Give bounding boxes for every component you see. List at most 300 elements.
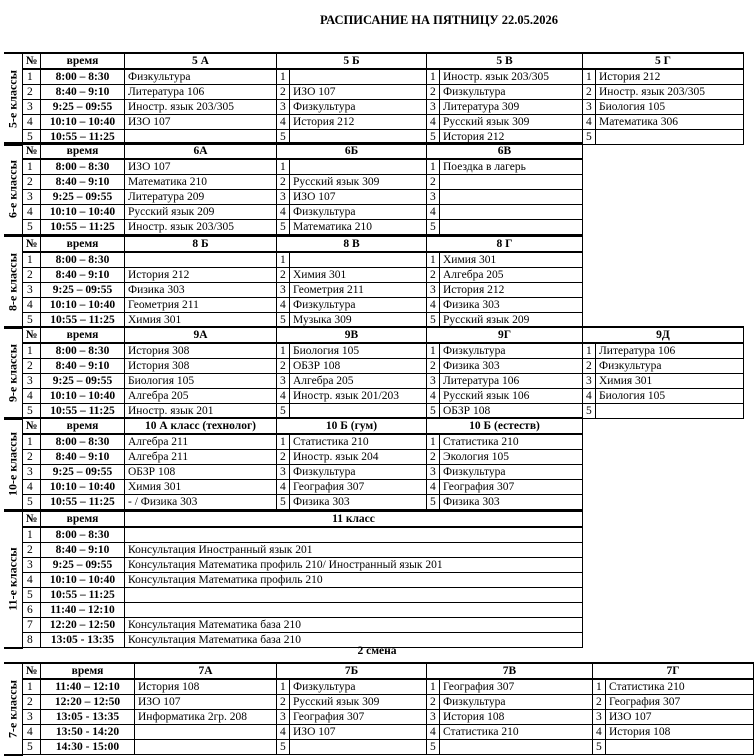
lesson-cell: Физкультура [290, 465, 427, 480]
lesson-time: 8:00 – 8:30 [41, 159, 125, 175]
lesson-num: 1 [277, 434, 290, 450]
lesson-num: 3 [583, 100, 596, 115]
lesson-cell: Алгебра 205 [125, 389, 277, 404]
lesson-num: 4 [427, 480, 440, 495]
lesson-num: 5 [583, 130, 596, 145]
lesson-cell: ОБЗР 108 [290, 359, 427, 374]
lesson-time: 8:00 – 8:30 [41, 252, 125, 268]
class-header: 7В [427, 663, 593, 679]
lesson-num: 5 [277, 495, 290, 510]
lesson-time: 10:55 – 11:25 [41, 404, 125, 419]
class-header: 8 В [277, 236, 427, 252]
lesson-time: 10:10 – 10:40 [41, 205, 125, 220]
lesson-num: 4 [277, 389, 290, 404]
group-label: 8-е классы [5, 252, 20, 311]
lesson-cell: ИЗО 107 [606, 710, 754, 725]
lesson-cell: ИЗО 107 [290, 85, 427, 100]
lesson-cell: История 212 [125, 268, 277, 283]
lesson-cell: Химия 301 [125, 480, 277, 495]
lesson-num: 4 [277, 205, 290, 220]
lesson-time: 8:40 – 9:10 [41, 450, 125, 465]
col-num-header: № [23, 53, 41, 69]
lesson-num: 4 [277, 115, 290, 130]
lesson-cell: История 108 [440, 710, 593, 725]
lesson-time: 9:25 – 09:55 [41, 465, 125, 480]
lesson-num: 4 [427, 389, 440, 404]
lesson-row [4, 618, 583, 633]
lesson-num: 2 [427, 268, 440, 283]
lesson-cell [596, 404, 744, 419]
lesson-cell: Физика 303 [290, 495, 427, 510]
lesson-num: 1 [23, 679, 41, 695]
lesson-cell: Иностр. язык 203/305 [125, 100, 277, 115]
lesson-time: 8:40 – 9:10 [41, 175, 125, 190]
lesson-num: 5 [583, 404, 596, 419]
lesson-time: 10:10 – 10:40 [41, 480, 125, 495]
group-label: 7-е классы [5, 679, 20, 738]
col-num-header: № [23, 511, 41, 527]
lesson-time: 8:00 – 8:30 [41, 343, 125, 359]
lesson-row [4, 220, 583, 235]
lesson-num: 6 [23, 603, 41, 618]
lesson-time: 9:25 – 09:55 [41, 283, 125, 298]
lesson-cell: Физкультура [290, 679, 427, 695]
lesson-num: 1 [583, 69, 596, 85]
lesson-num: 2 [583, 359, 596, 374]
class-header: 11 класс [125, 511, 583, 527]
lesson-num: 3 [277, 100, 290, 115]
lesson-num: 1 [277, 679, 290, 695]
class-header: 9А [125, 327, 277, 343]
lesson-num: 5 [23, 130, 41, 145]
header-row [4, 418, 583, 434]
lesson-row [4, 190, 583, 205]
lesson-cell: Физика 303 [440, 298, 583, 313]
lesson-cell [290, 252, 427, 268]
lesson-time: 12:20 – 12:50 [41, 618, 125, 633]
lesson-cell: ОБЗР 108 [440, 404, 583, 419]
lesson-cell [125, 588, 583, 603]
lesson-row [4, 389, 744, 404]
lesson-row [4, 495, 583, 510]
lesson-num: 7 [23, 618, 41, 633]
lesson-num: 5 [23, 740, 41, 755]
lesson-cell: Информатика 2гр. 208 [135, 710, 277, 725]
lesson-cell: Физкультура [596, 359, 744, 374]
lesson-cell [440, 175, 583, 190]
lesson-num: 3 [23, 283, 41, 298]
lesson-num: 1 [23, 434, 41, 450]
lesson-cell: Математика 306 [596, 115, 744, 130]
lesson-cell: Статистика 210 [440, 725, 593, 740]
lesson-num: 2 [23, 543, 41, 558]
class-header: 5 А [125, 53, 277, 69]
lesson-cell: Консультация Иностранный язык 201 [125, 543, 583, 558]
lesson-row [4, 543, 583, 558]
schedule-grade-5 [4, 52, 744, 146]
group-label-cell [4, 418, 23, 510]
lesson-cell: Иностр. язык 204 [290, 450, 427, 465]
class-header: 10 Б (гум) [277, 418, 427, 434]
lesson-time: 10:55 – 11:25 [41, 130, 125, 145]
lesson-time: 9:25 – 09:55 [41, 558, 125, 573]
lesson-cell: Поездка в лагерь [440, 159, 583, 175]
lesson-row [4, 527, 583, 543]
group-label-cell [4, 663, 23, 755]
lesson-cell: ОБЗР 108 [125, 465, 277, 480]
lesson-cell: Химия 301 [125, 313, 277, 328]
lesson-cell: Русский язык 309 [290, 695, 427, 710]
schedule-grade-9 [4, 326, 744, 420]
lesson-num: 5 [277, 313, 290, 328]
header-row [4, 236, 583, 252]
lesson-cell: Литература 209 [125, 190, 277, 205]
lesson-cell: Физкультура [440, 695, 593, 710]
lesson-cell: Литература 309 [440, 100, 583, 115]
lesson-row [4, 252, 583, 268]
lesson-num: 3 [277, 190, 290, 205]
header-row [4, 511, 583, 527]
lesson-cell: Русский язык 309 [290, 175, 427, 190]
lesson-row [4, 679, 754, 695]
lesson-cell [440, 740, 593, 755]
lesson-num: 5 [427, 130, 440, 145]
lesson-time: 9:25 – 09:55 [41, 190, 125, 205]
lesson-num: 3 [23, 100, 41, 115]
group-label-cell [4, 143, 23, 235]
col-time-header: время [41, 143, 125, 159]
lesson-num: 4 [277, 725, 290, 740]
col-num-header: № [23, 663, 41, 679]
schedule-grade-6 [4, 142, 583, 236]
lesson-num: 2 [23, 359, 41, 374]
lesson-row [4, 434, 583, 450]
lesson-num: 2 [277, 359, 290, 374]
lesson-num: 2 [427, 175, 440, 190]
class-header: 6Б [277, 143, 427, 159]
group-label-cell [4, 511, 23, 648]
group-label: 6-е классы [5, 159, 20, 218]
lesson-num: 5 [593, 740, 606, 755]
lesson-num: 3 [593, 710, 606, 725]
lesson-row [4, 85, 744, 100]
schedule-grade-8 [4, 235, 583, 329]
group-label: 10-е классы [5, 431, 20, 496]
class-header: 5 Б [277, 53, 427, 69]
lesson-num: 5 [277, 740, 290, 755]
lesson-num: 4 [593, 725, 606, 740]
lesson-num: 4 [277, 480, 290, 495]
lesson-cell: География 307 [606, 695, 754, 710]
lesson-cell [135, 725, 277, 740]
group-label-cell [4, 327, 23, 419]
lesson-cell: История 108 [135, 679, 277, 695]
lesson-num: 4 [427, 298, 440, 313]
lesson-cell: Консультация Математика база 210 [125, 633, 583, 648]
lesson-cell: ИЗО 107 [290, 190, 427, 205]
schedule-grade-7 [4, 662, 754, 756]
lesson-num: 2 [583, 85, 596, 100]
lesson-row [4, 465, 583, 480]
header-row [4, 143, 583, 159]
lesson-num: 5 [427, 404, 440, 419]
lesson-num: 2 [427, 85, 440, 100]
lesson-cell: География 307 [440, 480, 583, 495]
lesson-cell: Физкультура [290, 298, 427, 313]
lesson-num: 4 [23, 115, 41, 130]
lesson-cell: Литература 106 [596, 343, 744, 359]
lesson-row [4, 450, 583, 465]
lesson-time: 8:40 – 9:10 [41, 85, 125, 100]
lesson-row [4, 588, 583, 603]
lesson-num: 5 [427, 495, 440, 510]
lesson-cell [125, 252, 277, 268]
class-header: 6А [125, 143, 277, 159]
lesson-row [4, 710, 754, 725]
lesson-cell: Биология 105 [596, 389, 744, 404]
group-label: 5-е классы [5, 69, 20, 128]
lesson-row [4, 603, 583, 618]
lesson-cell: Физкультура [125, 69, 277, 85]
lesson-num: 4 [23, 389, 41, 404]
lesson-cell [606, 740, 754, 755]
lesson-num: 2 [23, 85, 41, 100]
lesson-time: 10:10 – 10:40 [41, 115, 125, 130]
lesson-num: 4 [23, 480, 41, 495]
lesson-row [4, 283, 583, 298]
lesson-cell: Алгебра 205 [290, 374, 427, 389]
lesson-cell: География 307 [290, 710, 427, 725]
lesson-time: 13:50 - 14:20 [41, 725, 135, 740]
lesson-cell: Физика 303 [440, 359, 583, 374]
lesson-cell [125, 603, 583, 618]
lesson-cell: Математика 210 [125, 175, 277, 190]
lesson-cell: Музыка 309 [290, 313, 427, 328]
lesson-num: 4 [23, 298, 41, 313]
lesson-num: 5 [277, 220, 290, 235]
lesson-num: 3 [23, 190, 41, 205]
lesson-time: 13:05 - 13:35 [41, 710, 135, 725]
lesson-cell [290, 740, 427, 755]
lesson-row [4, 205, 583, 220]
lesson-num: 5 [23, 404, 41, 419]
lesson-num: 5 [277, 404, 290, 419]
lesson-num: 3 [23, 710, 41, 725]
lesson-cell: География 307 [290, 480, 427, 495]
lesson-cell: География 307 [440, 679, 593, 695]
lesson-num: 3 [427, 465, 440, 480]
schedule-grade-10 [4, 417, 583, 511]
lesson-cell: Биология 105 [125, 374, 277, 389]
lesson-num: 1 [427, 159, 440, 175]
lesson-num: 1 [23, 343, 41, 359]
lesson-num: 2 [23, 450, 41, 465]
shift-2-label: 2 смена [357, 645, 397, 657]
lesson-cell: Алгебра 211 [125, 450, 277, 465]
lesson-cell: Консультация Математика профиль 210/ Иностранный язык 201 [125, 558, 583, 573]
lesson-cell: Алгебра 205 [440, 268, 583, 283]
lesson-cell [440, 220, 583, 235]
lesson-num: 5 [23, 495, 41, 510]
lesson-num: 3 [583, 374, 596, 389]
lesson-time: 10:10 – 10:40 [41, 573, 125, 588]
class-header: 10 Б (естеств) [427, 418, 583, 434]
lesson-cell: Математика 210 [290, 220, 427, 235]
lesson-num: 1 [23, 159, 41, 175]
lesson-num: 1 [427, 69, 440, 85]
lesson-num: 2 [593, 695, 606, 710]
lesson-cell: История 212 [596, 69, 744, 85]
lesson-time: 8:40 – 9:10 [41, 359, 125, 374]
col-num-header: № [23, 236, 41, 252]
lesson-num: 3 [23, 558, 41, 573]
lesson-cell: Иностр. язык 203/305 [596, 85, 744, 100]
lesson-cell: Литература 106 [125, 85, 277, 100]
col-time-header: время [41, 327, 125, 343]
class-header: 10 А класс (технолог) [125, 418, 277, 434]
lesson-cell: Химия 301 [596, 374, 744, 389]
col-time-header: время [41, 236, 125, 252]
lesson-num: 3 [277, 465, 290, 480]
lesson-cell: Алгебра 211 [125, 434, 277, 450]
lesson-num: 2 [427, 359, 440, 374]
lesson-cell: Физкультура [290, 205, 427, 220]
lesson-cell: Иностр. язык 203/305 [440, 69, 583, 85]
group-label: 11-е классы [5, 547, 20, 611]
lesson-row [4, 573, 583, 588]
lesson-cell: Биология 105 [290, 343, 427, 359]
lesson-time: 11:40 – 12:10 [41, 603, 125, 618]
lesson-cell: Русский язык 106 [440, 389, 583, 404]
lesson-cell: Химия 301 [290, 268, 427, 283]
lesson-num: 3 [23, 465, 41, 480]
lesson-row [4, 480, 583, 495]
class-header: 8 Б [125, 236, 277, 252]
lesson-cell [440, 205, 583, 220]
lesson-num: 4 [23, 573, 41, 588]
lesson-cell: Геометрия 211 [290, 283, 427, 298]
lesson-time: 12:20 – 12:50 [41, 695, 135, 710]
lesson-num: 4 [277, 298, 290, 313]
lesson-num: 1 [593, 679, 606, 695]
lesson-row [4, 175, 583, 190]
lesson-num: 1 [427, 343, 440, 359]
lesson-cell: История 308 [125, 359, 277, 374]
lesson-time: 9:25 – 09:55 [41, 100, 125, 115]
lesson-num: 3 [427, 710, 440, 725]
lesson-num: 4 [427, 725, 440, 740]
lesson-time: 13:05 - 13:35 [41, 633, 125, 648]
col-time-header: время [41, 53, 125, 69]
class-header: 5 В [427, 53, 583, 69]
col-num-header: № [23, 327, 41, 343]
col-time-header: время [41, 511, 125, 527]
lesson-cell: Консультация Математика профиль 210 [125, 573, 583, 588]
lesson-num: 1 [23, 527, 41, 543]
lesson-time: 9:25 – 09:55 [41, 374, 125, 389]
lesson-cell: История 308 [125, 343, 277, 359]
lesson-num: 1 [277, 159, 290, 175]
lesson-num: 2 [23, 175, 41, 190]
lesson-cell: История 108 [606, 725, 754, 740]
lesson-cell: Физкультура [440, 343, 583, 359]
lesson-cell: Русский язык 209 [440, 313, 583, 328]
lesson-num: 4 [23, 725, 41, 740]
group-label: 9-е классы [5, 343, 20, 402]
lesson-cell: Статистика 210 [290, 434, 427, 450]
lesson-cell: Русский язык 209 [125, 205, 277, 220]
lesson-num: 2 [23, 695, 41, 710]
lesson-cell: Физика 303 [440, 495, 583, 510]
lesson-cell: Статистика 210 [606, 679, 754, 695]
lesson-num: 5 [427, 313, 440, 328]
header-row [4, 53, 744, 69]
lesson-cell: ИЗО 107 [135, 695, 277, 710]
lesson-num: 3 [23, 374, 41, 389]
lesson-row [4, 268, 583, 283]
lesson-num: 4 [583, 389, 596, 404]
lesson-num: 1 [427, 679, 440, 695]
lesson-row [4, 725, 754, 740]
lesson-cell: Химия 301 [440, 252, 583, 268]
lesson-num: 3 [427, 190, 440, 205]
col-num-header: № [23, 143, 41, 159]
lesson-time: 8:00 – 8:30 [41, 434, 125, 450]
lesson-num: 5 [427, 220, 440, 235]
lesson-row [4, 159, 583, 175]
lesson-num: 1 [427, 434, 440, 450]
class-header: 9В [277, 327, 427, 343]
lesson-cell [440, 190, 583, 205]
col-time-header: время [41, 663, 135, 679]
lesson-num: 1 [23, 69, 41, 85]
lesson-row [4, 558, 583, 573]
lesson-cell: Русский язык 309 [440, 115, 583, 130]
lesson-time: 10:10 – 10:40 [41, 298, 125, 313]
lesson-num: 2 [277, 450, 290, 465]
lesson-time: 8:00 – 8:30 [41, 527, 125, 543]
lesson-row [4, 343, 744, 359]
class-header: 6В [427, 143, 583, 159]
lesson-cell: - / Физика 303 [125, 495, 277, 510]
lesson-num: 4 [23, 205, 41, 220]
lesson-cell: Иностр. язык 201 [125, 404, 277, 419]
lesson-num: 3 [277, 374, 290, 389]
col-num-header: № [23, 418, 41, 434]
lesson-num: 5 [23, 313, 41, 328]
lesson-num: 5 [277, 130, 290, 145]
lesson-cell: Физкультура [440, 465, 583, 480]
class-header: 7Г [593, 663, 754, 679]
lesson-row [4, 740, 754, 755]
lesson-num: 3 [277, 710, 290, 725]
class-header: 5 Г [583, 53, 744, 69]
lesson-num: 1 [583, 343, 596, 359]
lesson-time: 10:55 – 11:25 [41, 313, 125, 328]
lesson-cell [290, 69, 427, 85]
lesson-cell: ИЗО 107 [290, 725, 427, 740]
header-row [4, 327, 744, 343]
lesson-num: 4 [427, 205, 440, 220]
lesson-num: 3 [427, 100, 440, 115]
lesson-num: 4 [427, 115, 440, 130]
page-title: РАСПИСАНИЕ НА ПЯТНИЦУ 22.05.2026 [320, 13, 558, 27]
group-label-cell [4, 236, 23, 328]
lesson-num: 1 [427, 252, 440, 268]
lesson-cell: Иностр. язык 201/203 [290, 389, 427, 404]
lesson-cell: Геометрия 211 [125, 298, 277, 313]
lesson-cell: Физкультура [440, 85, 583, 100]
